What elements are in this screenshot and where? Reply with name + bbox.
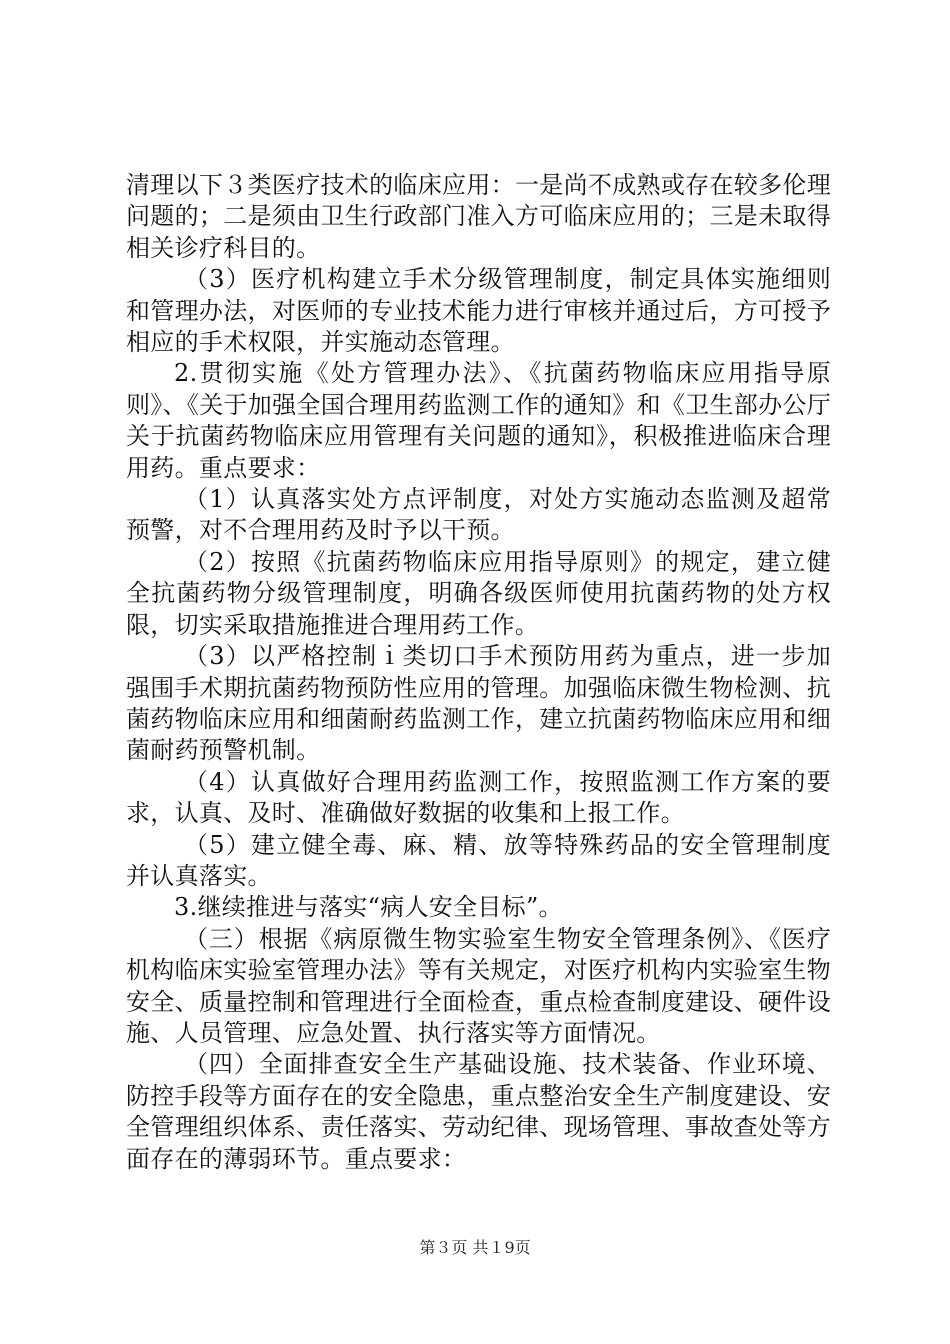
paragraph-prescription-management: 2.贯彻实施《处方管理办法》、《抗菌药物临床应用指导原则》、《关于加强全国合理用药监测工作的通知》和《卫生部办公厅关于抗菌药物临床应用管理有关问题的通知》，积极推进临床合理用药。重点要求：: [126, 359, 831, 482]
document-body: [126, 170, 831, 1175]
paragraph-patient-safety-goals: 3.继续推进与落实“病人安全目标”。: [174, 893, 563, 922]
paragraph-lab-biosafety: （三）根据《病原微生物实验室生物安全管理条例》、《医疗机构临床实验室管理办法》等有关规定，对医疗机构内实验室生物安全、质量控制和管理进行全面检查，重点检查制度建设、硬件设施、人员管理、应急处置、执行落实等方面情况。: [126, 924, 831, 1047]
paragraph-antibiotic-grading: （2）按照《抗菌药物临床应用指导原则》的规定，建立健全抗菌药物分级管理制度，明确各级医师使用抗菌药物的处方权限，切实采取措施推进合理用药工作。: [126, 547, 831, 639]
paragraph-special-drugs: （5）建立健全毒、麻、精、放等特殊药品的安全管理制度并认真落实。: [126, 830, 831, 890]
paragraph-perioperative-antibiotics: （3）以严格控制ｉ类切口手术预防用药为重点，进一步加强围手术期抗菌药物预防性应用的管理。加强临床微生物检测、抗菌药物临床应用和细菌耐药监测工作，建立抗菌药物临床应用和细菌耐药预警机制。: [126, 642, 831, 765]
paragraph-prescription-review: （1）认真落实处方点评制度，对处方实施动态监测及超常预警，对不合理用药及时予以干预。: [126, 485, 831, 545]
page-number-footer: 第３页 共１9页: [419, 1238, 531, 1257]
paragraph-production-safety: （四）全面排查安全生产基础设施、技术装备、作业环境、防控手段等方面存在的安全隐患，重点整治安全生产制度建设、安全管理组织体系、责任落实、劳动纪律、现场管理、事故查处等方面存在的薄弱环节。重点要求：: [126, 1050, 831, 1173]
paragraph-surgery-grading: （3）医疗机构建立手术分级管理制度，制定具体实施细则和管理办法，对医师的专业技术能力进行审核并通过后，方可授予相应的手术权限，并实施动态管理。: [126, 265, 831, 357]
paragraph-clean-up-tech: 清理以下３类医疗技术的临床应用：一是尚不成熟或存在较多伦理问题的；二是须由卫生行政部门准入方可临床应用的；三是未取得相关诊疗科目的。: [126, 171, 831, 262]
paragraph-drug-monitoring: （4）认真做好合理用药监测工作，按照监测工作方案的要求，认真、及时、准确做好数据的收集和上报工作。: [126, 767, 831, 828]
